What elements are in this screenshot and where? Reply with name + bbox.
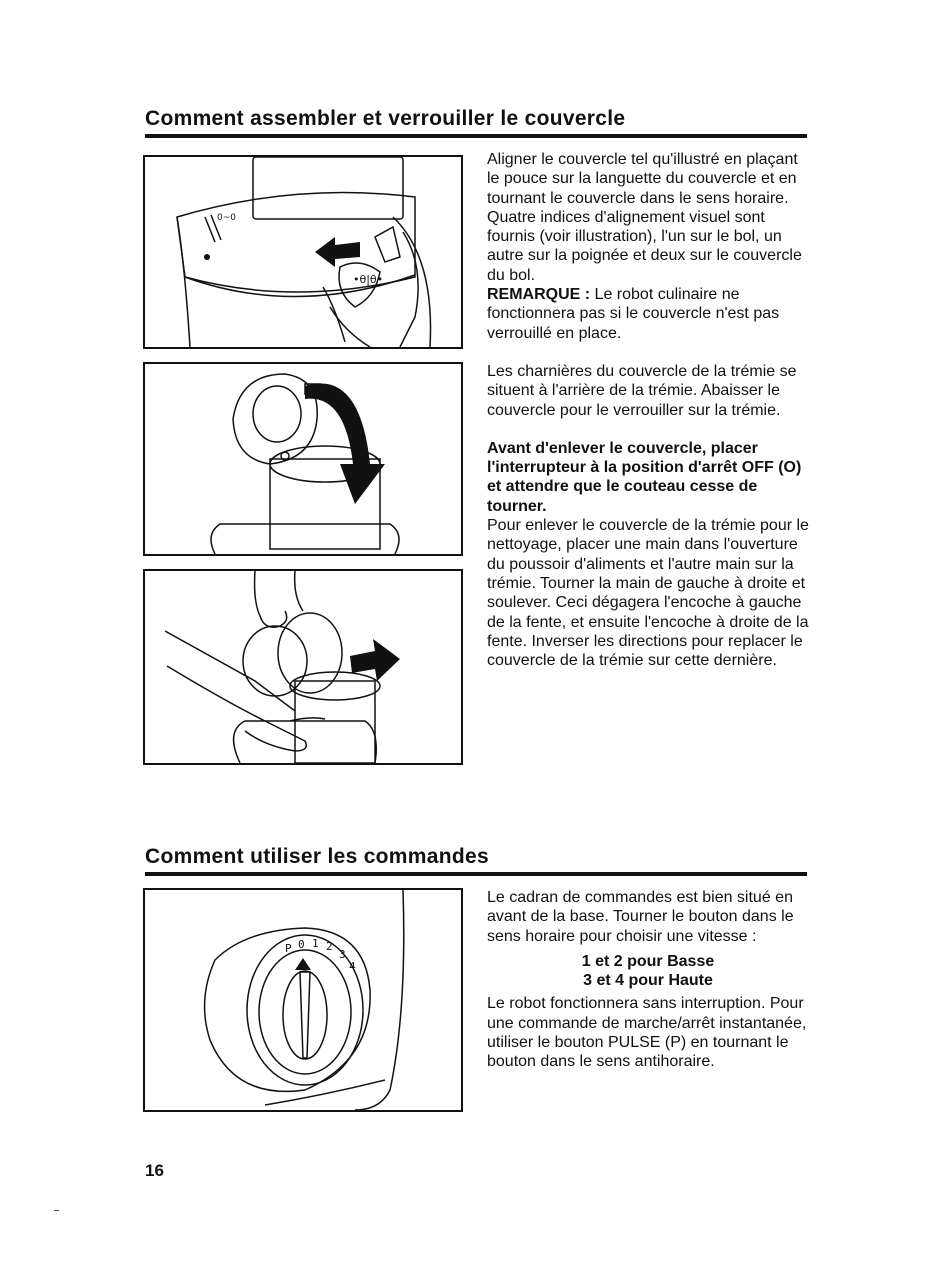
assemble-lid-text <box>487 150 809 670</box>
pulse-paragraph: Le robot fonctionnera sans interruption. Pour une commande de marche/arrêt instantanée, utiliser le bouton PULSE (P) en tournant le bouton dans le sens antihoraire. <box>487 995 807 1071</box>
section-title-assemble-lid: Comment assembler et verrouiller le couvercle <box>145 107 626 130</box>
dial-label-3: 3 <box>339 948 346 961</box>
warning-paragraph: Avant d'enlever le couvercle, placer l'interrupteur à la position d'arrêt OFF (O) et attendre que le couteau cesse de tourner. <box>487 439 802 515</box>
figure-lid-alignment <box>143 155 463 349</box>
note-text: Le robot culinaire ne fonctionnera pas si le couvercle n'est pas verrouillé en place. <box>487 286 780 342</box>
figure-control-dial <box>143 888 463 1112</box>
figure-chute-lid-hinge <box>143 362 463 556</box>
section-divider <box>145 872 807 876</box>
svg-text:•θ|θ•: •θ|θ• <box>353 273 384 286</box>
dial-label-4: 4 <box>349 960 356 973</box>
section-title-controls: Comment utiliser les commandes <box>145 845 489 868</box>
margin-mark <box>54 1210 59 1211</box>
speed-high-line: 3 et 4 pour Haute <box>583 972 713 990</box>
note-label: REMARQUE : <box>487 286 591 304</box>
curved-arrow-down-icon <box>305 383 385 504</box>
arrow-right-icon <box>350 639 400 681</box>
dial-intro-paragraph: Le cadran de commandes est bien situé en avant de la base. Tourner le bouton dans le sens horaire pour choisir une vitesse : <box>487 889 794 945</box>
dial-label-2: 2 <box>326 940 333 953</box>
lid-alignment-paragraph: Aligner le couvercle tel qu'illustré en plaçant le pouce sur la languette du couvercle et en tournant le couvercle dans le sens horaire. Quatre indices d'alignement visuel sont fournis (voir illustration), l'un sur le bol, un autre sur la poignée et deux sur le couvercle du bol. <box>487 151 802 284</box>
page-number: 16 <box>145 1161 164 1180</box>
speed-low-line: 1 et 2 pour Basse <box>581 952 715 970</box>
figure-chute-lid-removal <box>143 569 463 765</box>
hinge-paragraph: Les charnières du couvercle de la trémie se situent à l'arrière de la trémie. Abaisser le couvercle pour le verrouiller sur la trémie. <box>487 362 797 419</box>
note-paragraph <box>487 285 809 343</box>
dial-label-p: P <box>285 942 292 955</box>
dial-label-0: 0 <box>298 938 305 951</box>
controls-text <box>487 888 809 1072</box>
svg-text:0~0: 0~0 <box>217 213 236 223</box>
section-divider <box>145 134 807 138</box>
removal-paragraph: Pour enlever le couvercle de la trémie pour le nettoyage, placer une main dans l'ouverture du poussoir d'aliments et l'autre main sur la trémie. Tourner la main de gauche à droite et soulever. Ceci dégagera l'encoche à gauche de la fente, et ensuite l'encoche à droite de la fente. Inverser les directions pour replacer le couvercle de la trémie sur cette dernière. <box>487 517 809 670</box>
dial-label-1: 1 <box>312 937 319 950</box>
